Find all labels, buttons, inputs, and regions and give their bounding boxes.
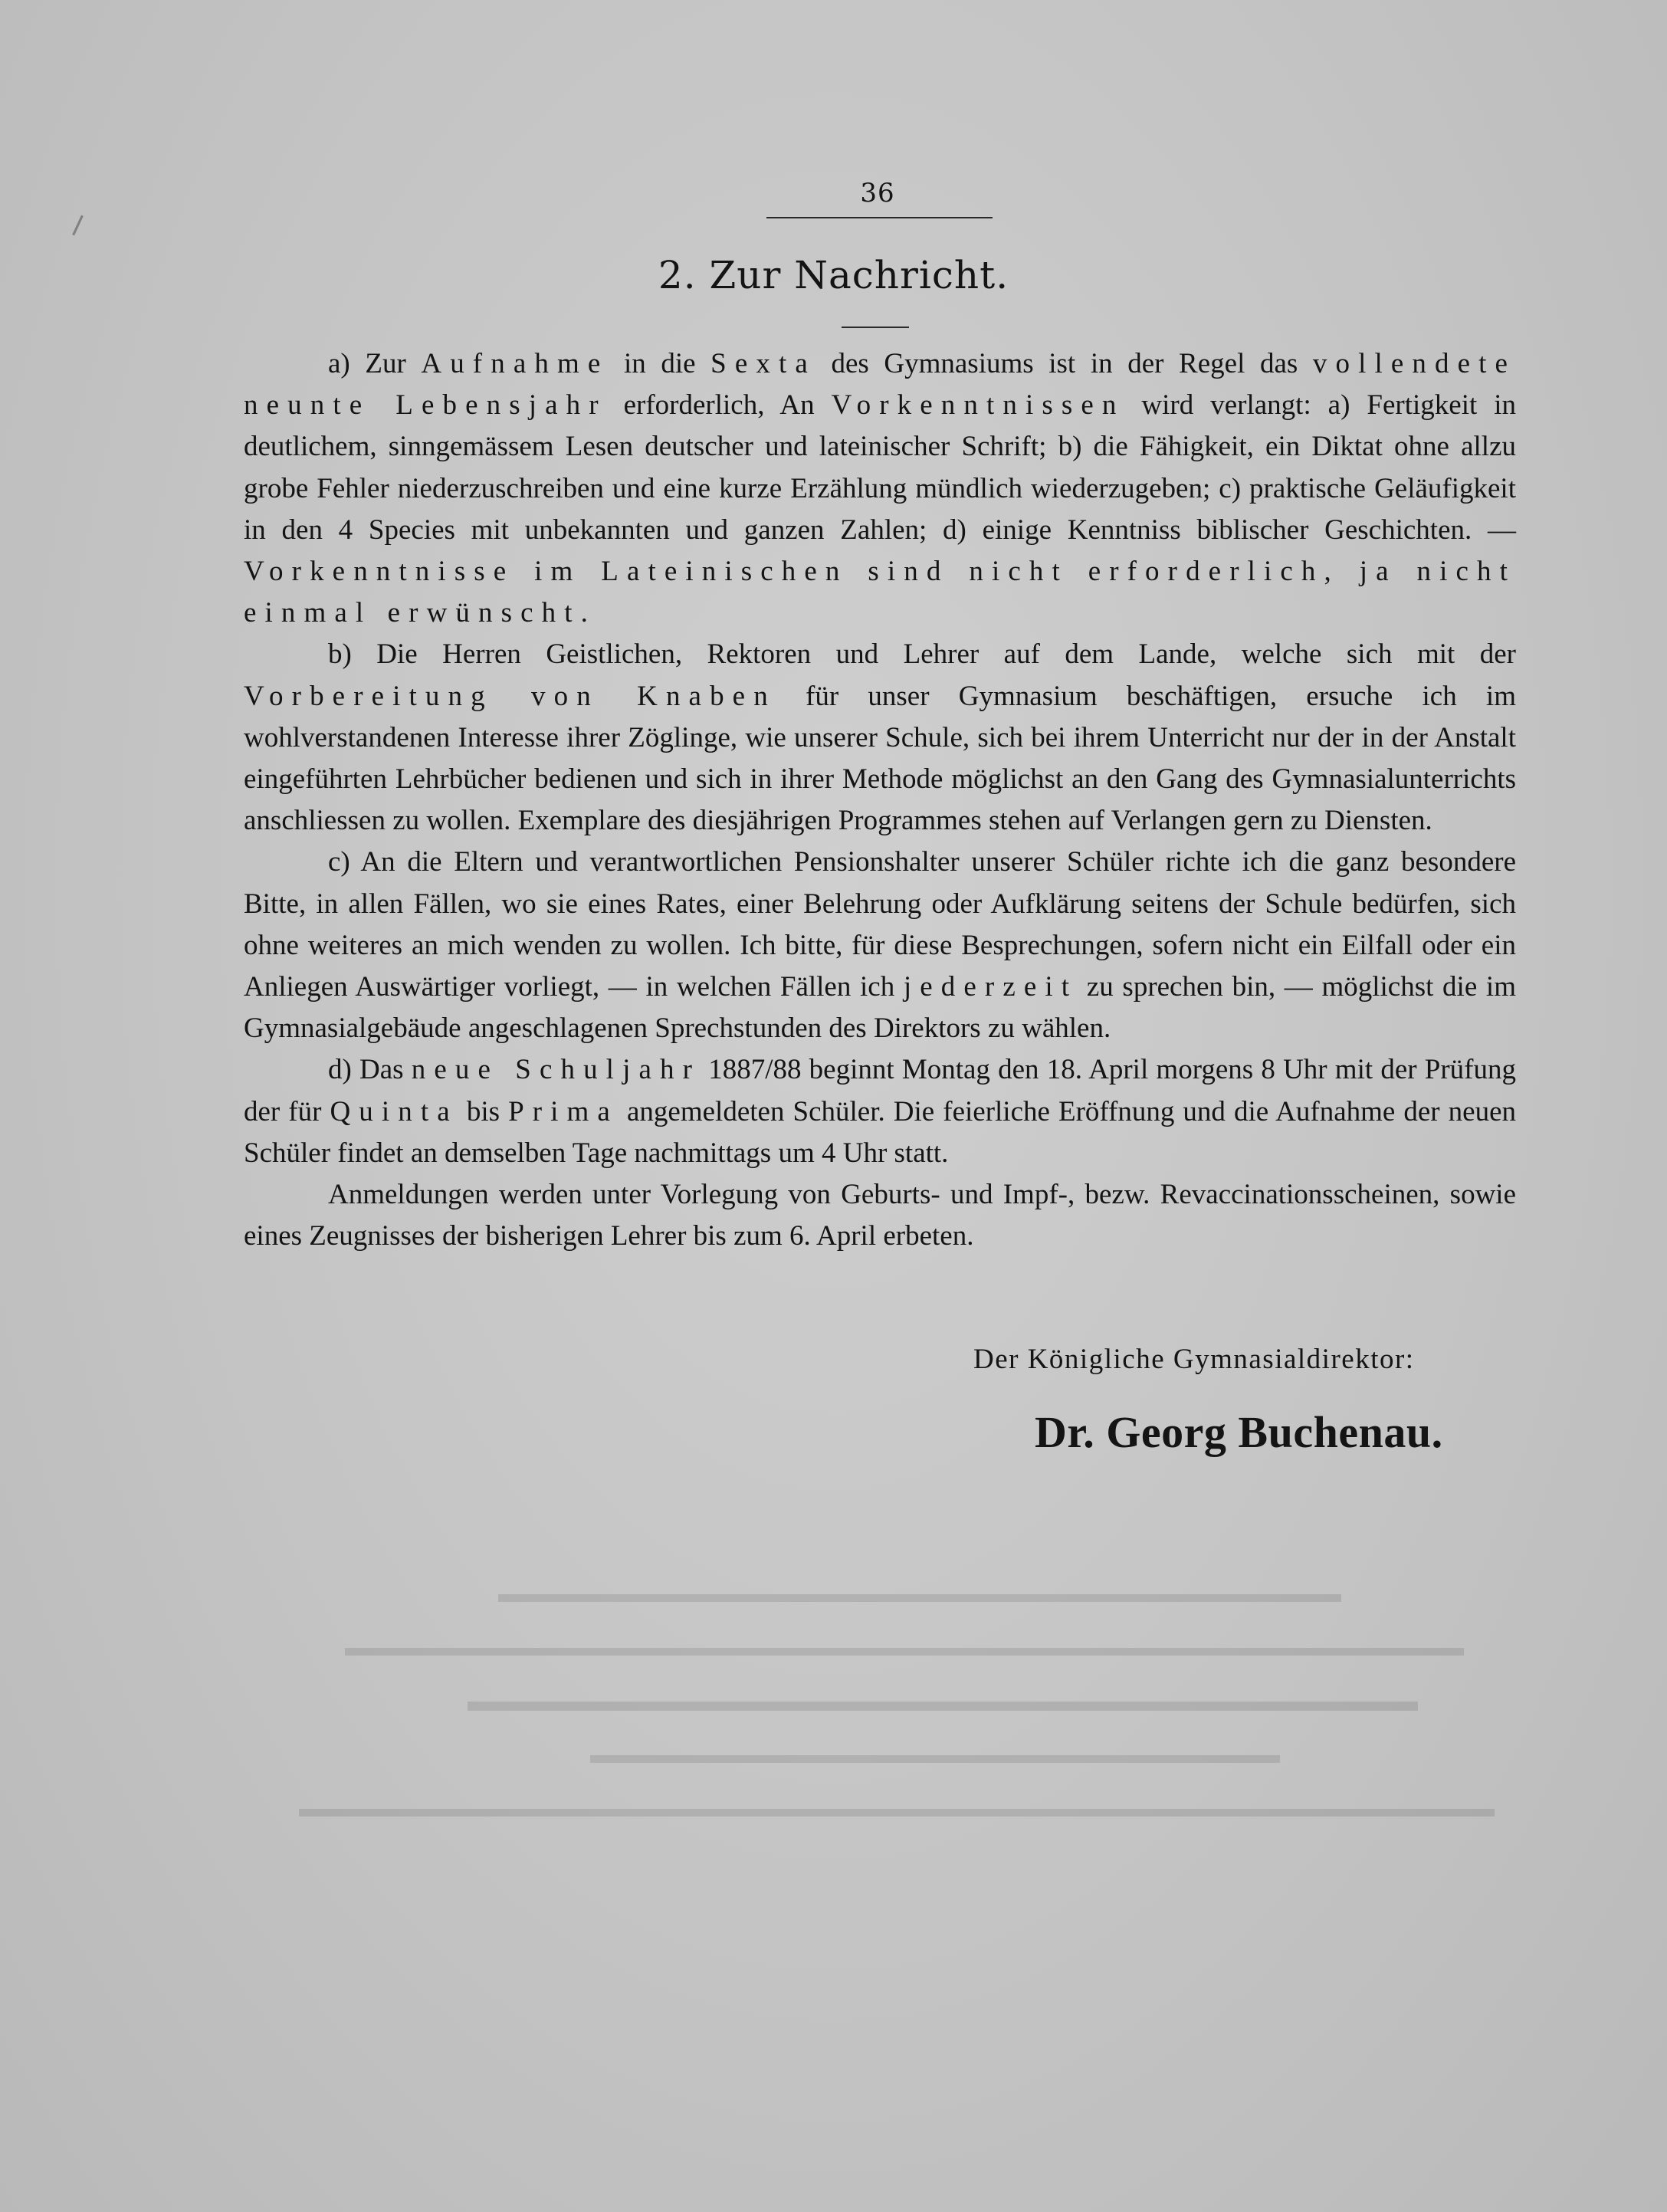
section-heading: 2. Zur Nachricht.	[658, 253, 1009, 297]
paragraph-d	[244, 1049, 1516, 1174]
paragraph-b	[244, 634, 1516, 842]
paragraph-c	[244, 842, 1516, 1049]
paragraph-a-emphasis-1: Aufnahme	[421, 348, 609, 379]
paragraph-e	[244, 1174, 1516, 1257]
heading-rule	[842, 327, 909, 328]
paragraph-b-text-1: b) Die Herren Geistlichen, Rektoren und Lehrer auf dem Lande, welche sich mit der	[328, 638, 1516, 671]
body-text	[244, 343, 1516, 1257]
signature-name: Dr. Georg Buchenau.	[1035, 1407, 1443, 1457]
paragraph-a-emphasis-4: Vorkenntnissen	[831, 389, 1125, 422]
paragraph-d-emphasis-2: Quinta	[330, 1095, 458, 1127]
bleed-through-lines	[268, 1579, 1510, 1840]
paragraph-d-text-4: angemeldeten Schüler. Die feierliche Eröffnung und die Aufnahme der neuen Schüler findet an demselben Tage nachmittags um 4 Uhr statt.	[244, 1095, 1517, 1169]
signature-block	[973, 1343, 1510, 1458]
paragraph-d-text-2: 1887/88 beginnt Montag den 18. April morgens 8 Uhr mit der Prüfung der für	[244, 1054, 1516, 1127]
paragraph-a-emphasis-2: Sexta	[710, 348, 816, 379]
paragraph-b-emphasis-1: Vorbereitung von Knaben	[244, 680, 776, 712]
paragraph-a-emphasis-3: vollendete neunte Lebensjahr	[244, 348, 1516, 422]
paragraph-c-emphasis-1: jederzeit	[903, 971, 1078, 1003]
paragraph-a-text-2: in die	[609, 348, 711, 379]
header-rule	[766, 217, 993, 218]
paragraph-a-text-4: erforderlich, An	[606, 389, 832, 422]
page-number: 36	[860, 178, 895, 208]
paragraph-e-text-1: Anmeldungen werden unter Vorlegung von Geburts- und Impf-, bezw. Revaccinationsscheinen, sowie eines Zeugnisses der bisherigen Lehrer bis zum 6. April erbeten.	[244, 1179, 1516, 1252]
bleed-through-texture	[268, 1579, 1510, 1840]
stray-pen-mark	[72, 215, 84, 236]
paragraph-c-text-1: c) An die Eltern und verantwortlichen Pensionshalter unserer Schüler richte ich die ganz besondere Bitte, in allen Fällen, wo sie eines Rates, einer Belehrung oder Aufklärung seitens der Schule bedürfen, sich ohne weiteres an mich wenden zu wollen. Ich bitte, für diese Besprechungen, sofern nicht ein Eilfall oder ein Anliegen Auswärtiger vorliegt, — in welchen Fällen ich	[244, 846, 1516, 1003]
paragraph-c-text-2: zu sprechen bin, — möglichst die im Gymnasialgebäude angeschlagenen Sprechstunden des Direktors zu wählen.	[244, 971, 1516, 1045]
paragraph-b-text-2: für unser Gymnasium beschäftigen, ersuche ich im wohlverstandenen Interesse ihrer Zöglinge, wie unserer Schule, sich bei ihrem Unterricht nur der in der Anstalt eingeführten Lehrbücher bedienen und sich in ihrer Methode möglichst an den Gang des Gymnasialunterrichts anschliessen zu wollen. Exemplare des diesjährigen Programmes stehen auf Verlangen gern zu Diensten.	[244, 680, 1516, 837]
paragraph-d-text-3: bis	[458, 1095, 509, 1127]
paragraph-d-text-1: d) Das	[328, 1054, 412, 1086]
paragraph-d-emphasis-1: neue Schuljahr	[411, 1054, 701, 1086]
paragraph-a	[244, 343, 1516, 634]
paragraph-a-text-3: des Gymnasiums ist in der Regel das	[815, 348, 1313, 379]
signature-title: Der Königliche Gymnasialdirektor:	[973, 1344, 1415, 1375]
paragraph-a-emphasis-5: Vorkenntnisse im Lateinischen sind nicht erforderlich, ja nicht einmal erwünscht.	[244, 556, 1516, 629]
paragraph-a-text-5: wird verlangt: a) Fertigkeit in deutlichem, sinngemässem Lesen deutscher und lateinischer Schrift; b) die Fähigkeit, ein Diktat ohne allzu grobe Fehler niederzuschreiben und eine kurze Erzählung mündlich wiederzugeben; c) praktische Geläufigkeit in den 4 Species mit unbekannten und ganzen Zahlen; d) einige Kenntniss biblischer Geschichten. —	[244, 389, 1516, 546]
paragraph-a-text-1: a) Zur	[328, 348, 422, 379]
paragraph-d-emphasis-3: Prima	[508, 1095, 619, 1127]
